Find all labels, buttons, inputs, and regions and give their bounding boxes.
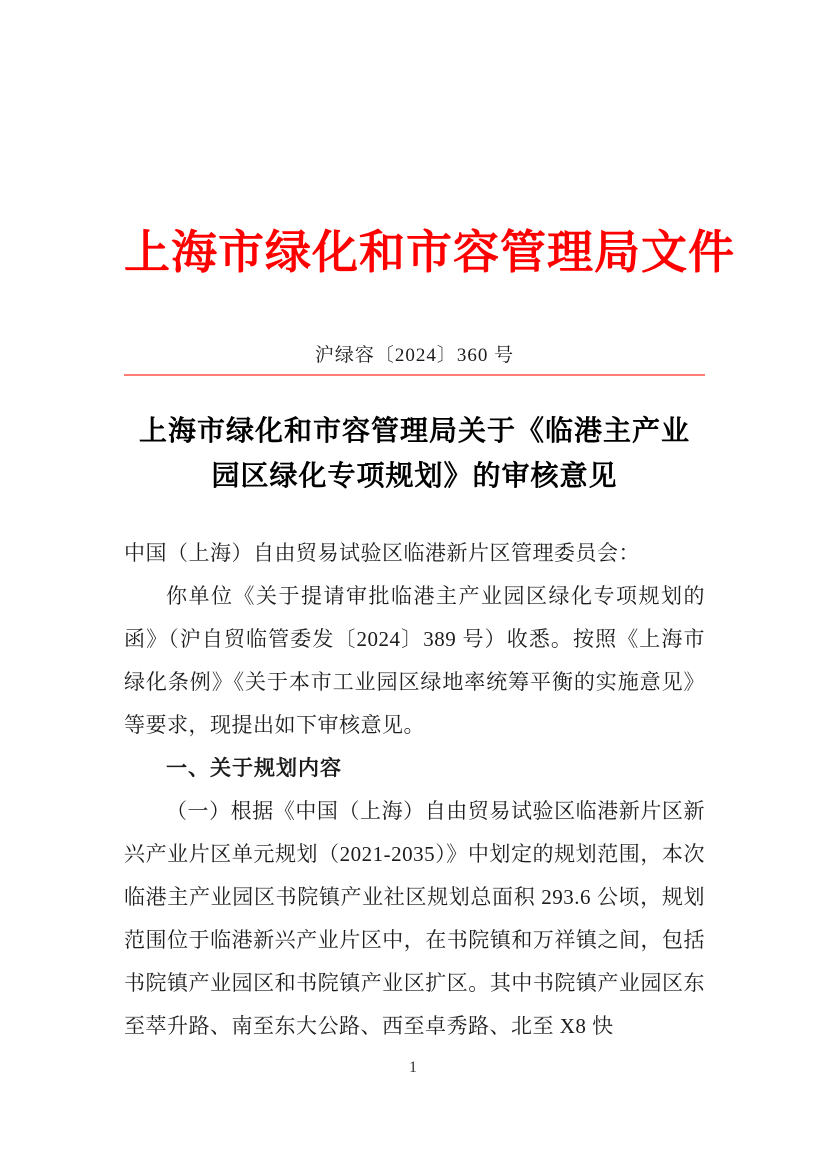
document-body: [124, 532, 705, 1048]
document-title-line-2: 园区绿化专项规划》的审核意见: [211, 461, 618, 492]
salutation-line: 中国（上海）自由贸易试验区临港新片区管理委员会：: [124, 541, 640, 565]
section-1-paragraph-1: （一）根据《中国（上海）自由贸易试验区临港新片区新兴产业片区单元规划（2021-2035）》中划定的规划范围，本次临港主产业园区书院镇产业社区规划总面积 293.6 公顷，规划范围位于临港新兴产业片区中，在书院镇和万祥镇之间，包括书院镇产业园区和书院镇产业区扩区。其中书院镇产业园区东至萃升路、南至东大公路、西至卓秀路、北至 X8 快: [124, 799, 705, 1038]
document-title: [124, 409, 705, 499]
agency-header-title: 上海市绿化和市容管理局文件: [124, 227, 735, 278]
red-divider-line: [124, 374, 705, 376]
document-number: 沪绿容〔2024〕360 号: [314, 345, 515, 366]
page-number: 1: [409, 1059, 417, 1076]
section-1-heading: 一、关于规划内容: [166, 757, 342, 780]
intro-paragraph: 你单位《关于提请审批临港主产业园区绿化专项规划的函》（沪自贸临管委发〔2024〕389 号）收悉。按照《上海市绿化条例》《关于本市工业园区绿地率统筹平衡的实施意见》等要求，现提出如下审核意见。: [124, 584, 705, 737]
document-title-line-1: 上海市绿化和市容管理局关于《临港主产业: [138, 416, 690, 447]
